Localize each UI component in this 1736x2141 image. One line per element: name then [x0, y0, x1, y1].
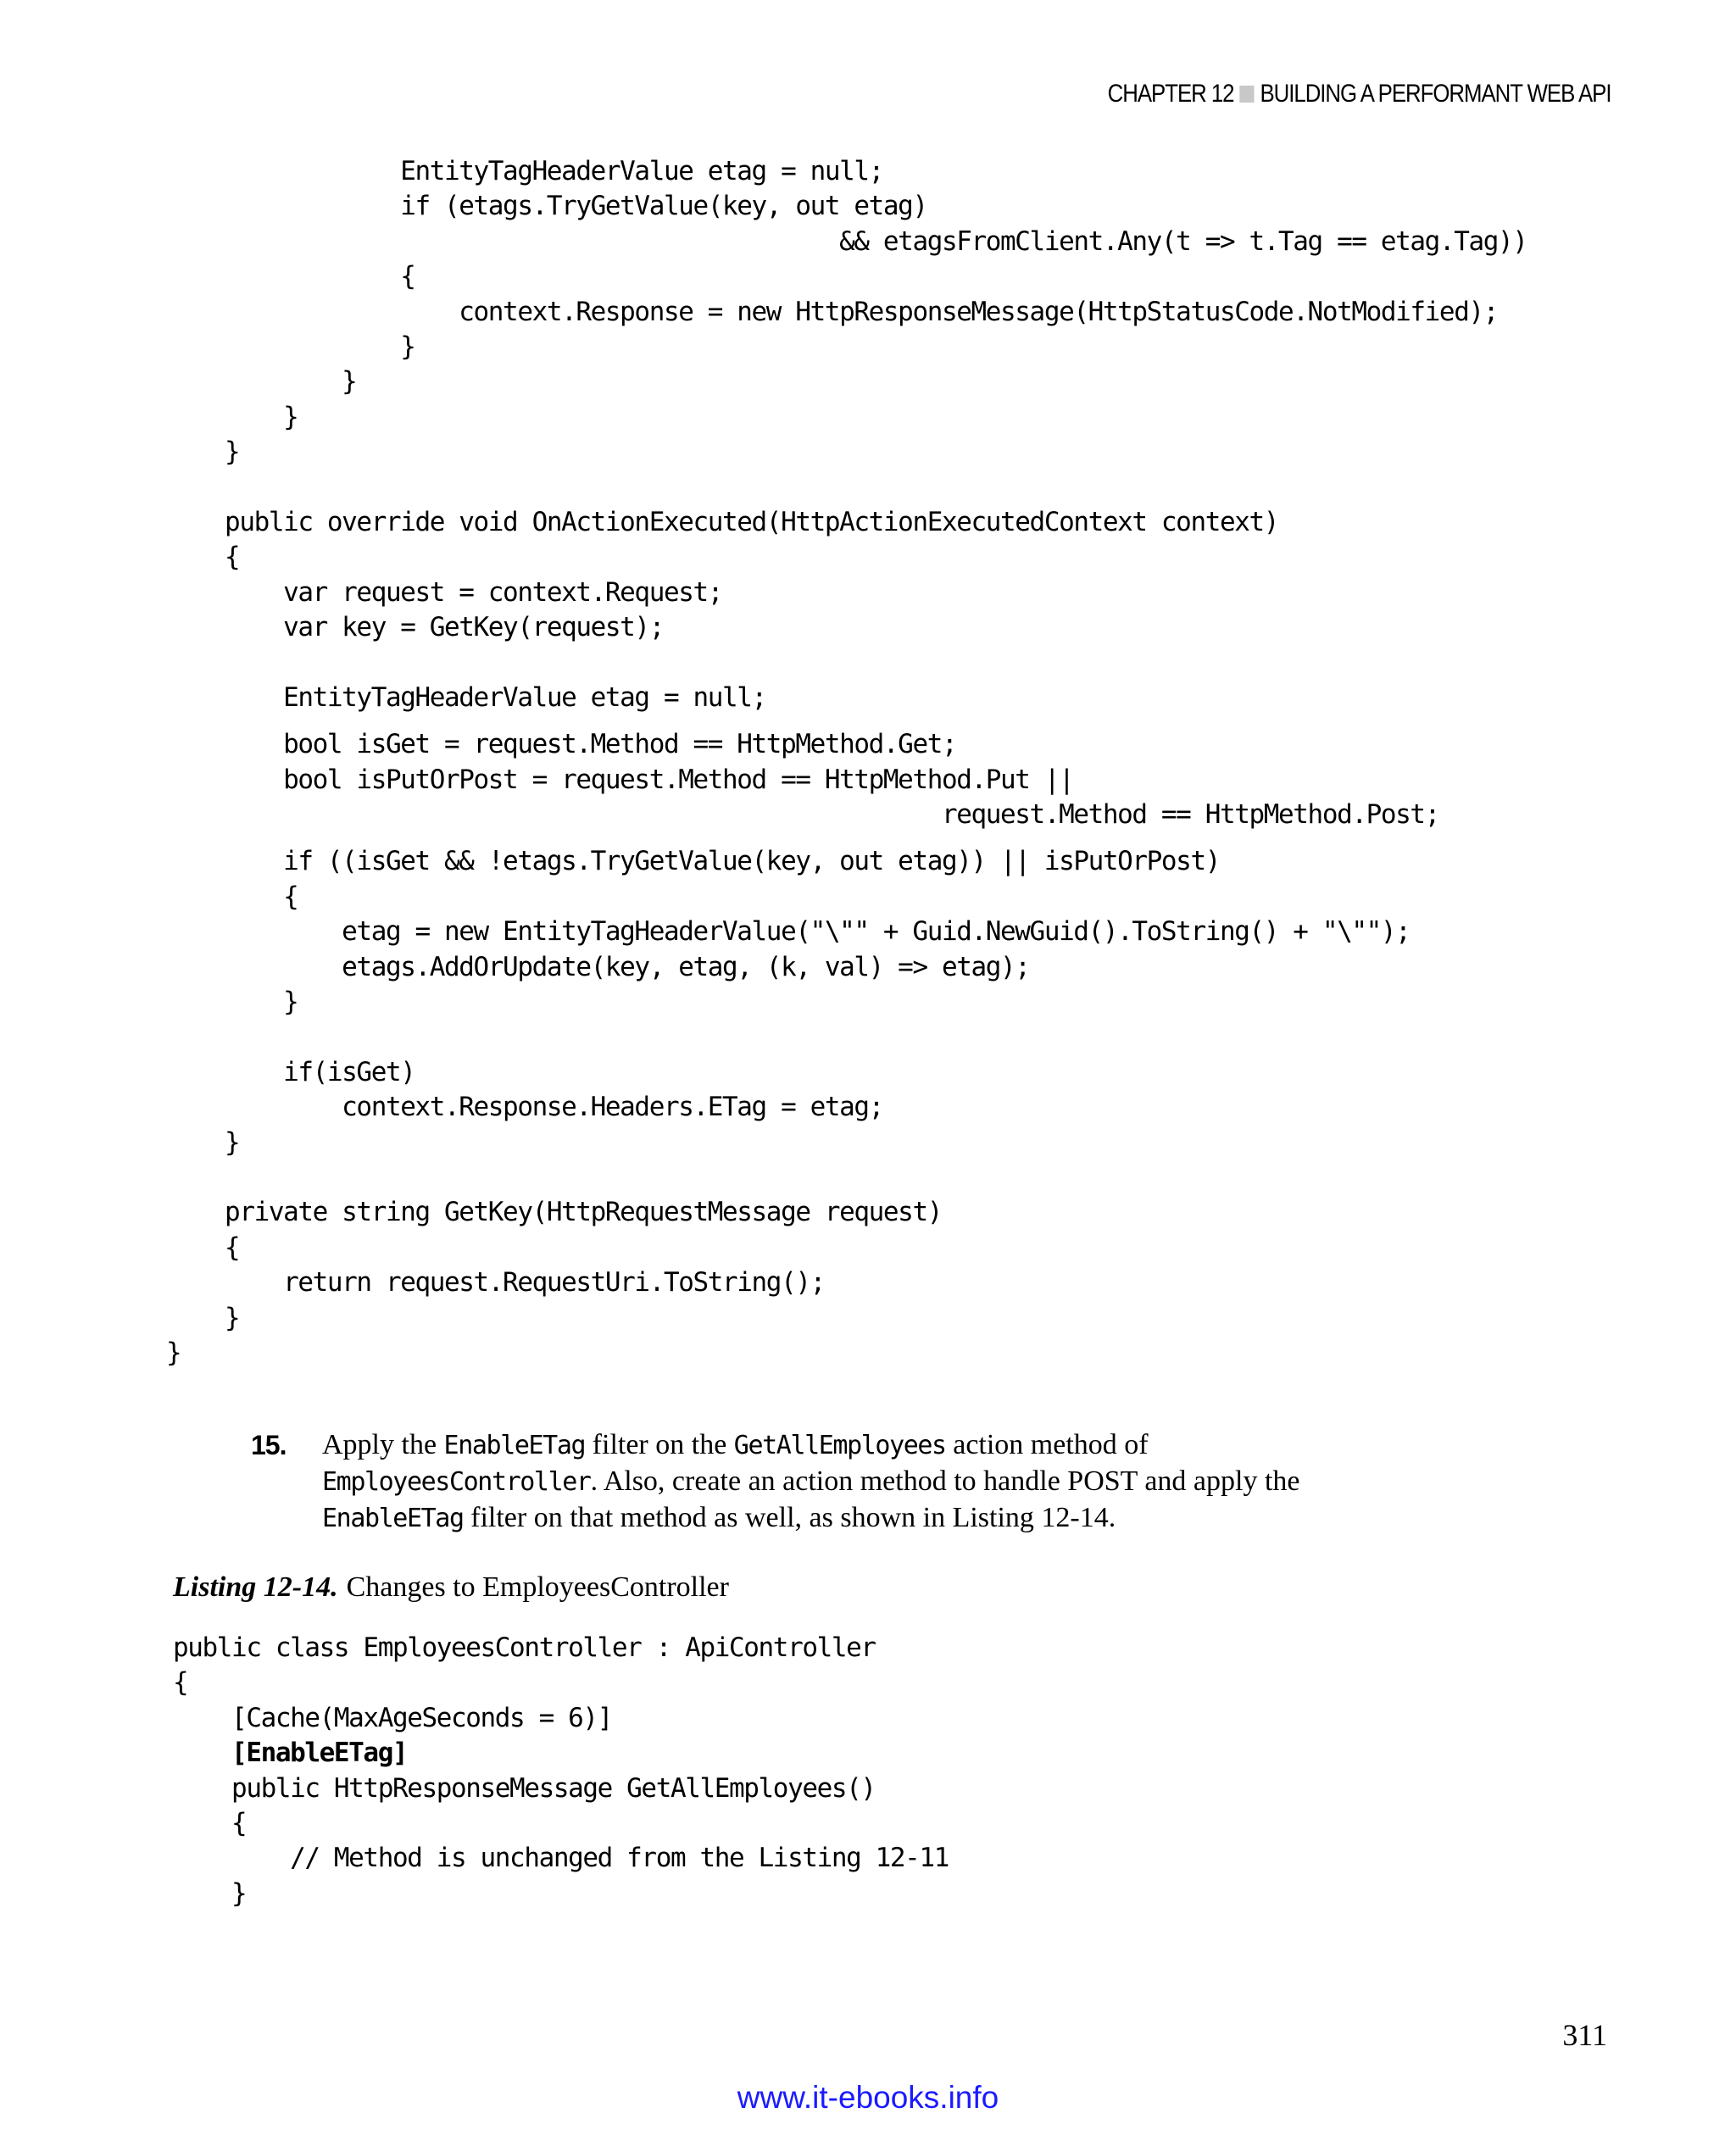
- footer-link[interactable]: www.it-ebooks.info: [737, 2080, 999, 2115]
- code-line: // Method is unchanged from the Listing 12-11: [173, 1843, 949, 1874]
- inline-code: EnableETag: [443, 1431, 586, 1460]
- chapter-label: CHAPTER 12: [1107, 80, 1234, 108]
- step-text-part: action method of: [945, 1429, 1149, 1460]
- inline-code: GetAllEmployees: [733, 1431, 946, 1460]
- code-line-highlighted: [EnableETag]: [173, 1738, 408, 1769]
- code-line: EntityTagHeaderValue etag = null;: [166, 681, 766, 713]
- listing-caption: [173, 1570, 729, 1605]
- code-line: [166, 470, 1527, 505]
- page-number: 311: [1562, 2018, 1607, 2052]
- code-line: }: [166, 401, 298, 432]
- code-line: public override void OnActionExecuted(HttpActionExecutedContext context): [166, 506, 1279, 537]
- code-line: var request = context.Request;: [166, 576, 723, 608]
- chapter-title: BUILDING A PERFORMANT WEB API: [1259, 80, 1611, 108]
- step-text: [322, 1427, 1424, 1537]
- code-line: [Cache(MaxAgeSeconds = 6)]: [173, 1702, 612, 1733]
- header-separator-square: [1239, 86, 1254, 103]
- code-line: [166, 715, 1527, 727]
- listing-label: Listing 12-14.: [173, 1571, 338, 1603]
- step-text-part: . Also, create an action method to handle POST and apply the: [590, 1465, 1300, 1497]
- code-line: etags.AddOrUpdate(key, etag, (k, val) => etag);: [166, 951, 1030, 982]
- code-line: if (etags.TryGetValue(key, out etag): [166, 191, 927, 222]
- code-line: }: [173, 1877, 247, 1909]
- code-line: }: [166, 1302, 240, 1333]
- step-text-part: Apply the: [322, 1429, 444, 1460]
- inline-code: EmployeesController: [322, 1467, 591, 1497]
- code-line: request.Method == HttpMethod.Post;: [166, 799, 1439, 831]
- step-number: 15.: [251, 1430, 287, 1460]
- code-line: [166, 1160, 1527, 1195]
- code-line: context.Response = new HttpResponseMessage(HttpStatusCode.NotModified);: [166, 296, 1498, 327]
- code-line: private string GetKey(HttpRequestMessage request): [166, 1197, 942, 1228]
- code-block-etag-filter: [166, 154, 1527, 1371]
- code-line: {: [166, 881, 298, 912]
- listing-title: Changes to EmployeesController: [346, 1571, 729, 1603]
- running-header: [1107, 80, 1611, 108]
- code-line: {: [173, 1667, 188, 1699]
- code-line: bool isPutOrPost = request.Method == HttpMethod.Put ||: [166, 764, 1074, 795]
- code-line: }: [166, 1337, 181, 1368]
- code-line: }: [166, 986, 298, 1017]
- code-line: return request.RequestUri.ToString();: [166, 1267, 825, 1299]
- code-line: [166, 645, 1527, 680]
- code-line: bool isGet = request.Method == HttpMethod.Get;: [166, 729, 957, 760]
- code-line: context.Response.Headers.ETag = etag;: [166, 1092, 883, 1123]
- code-line: {: [173, 1807, 247, 1838]
- code-line: public class EmployeesController : ApiController: [173, 1632, 876, 1663]
- code-block-employees-controller: [173, 1631, 949, 1911]
- step-text-part: filter on the: [585, 1429, 734, 1460]
- code-line: }: [166, 1126, 240, 1158]
- code-line: [166, 832, 1527, 844]
- code-line: }: [166, 366, 357, 398]
- code-line: etag = new EntityTagHeaderValue("\"" + Guid.NewGuid().ToString() + "\"");: [166, 916, 1410, 948]
- step-text-part: filter on that method as well, as shown in Listing 12-14.: [463, 1502, 1116, 1533]
- code-line: if ((isGet && !etags.TryGetValue(key, out etag)) || isPutOrPost): [166, 846, 1220, 877]
- code-line: {: [166, 261, 415, 292]
- code-line: public HttpResponseMessage GetAllEmployees(): [173, 1772, 876, 1804]
- code-line: }: [166, 331, 415, 362]
- code-line: && etagsFromClient.Any(t => t.Tag == etag.Tag)): [166, 225, 1527, 257]
- code-line: {: [166, 1232, 240, 1263]
- code-line: }: [166, 437, 240, 468]
- inline-code: EnableETag: [322, 1504, 464, 1533]
- code-line: if(isGet): [166, 1056, 415, 1087]
- code-line: EntityTagHeaderValue etag = null;: [166, 156, 883, 186]
- code-line: [166, 1020, 1527, 1054]
- code-line: {: [166, 542, 240, 573]
- code-line: var key = GetKey(request);: [166, 612, 664, 643]
